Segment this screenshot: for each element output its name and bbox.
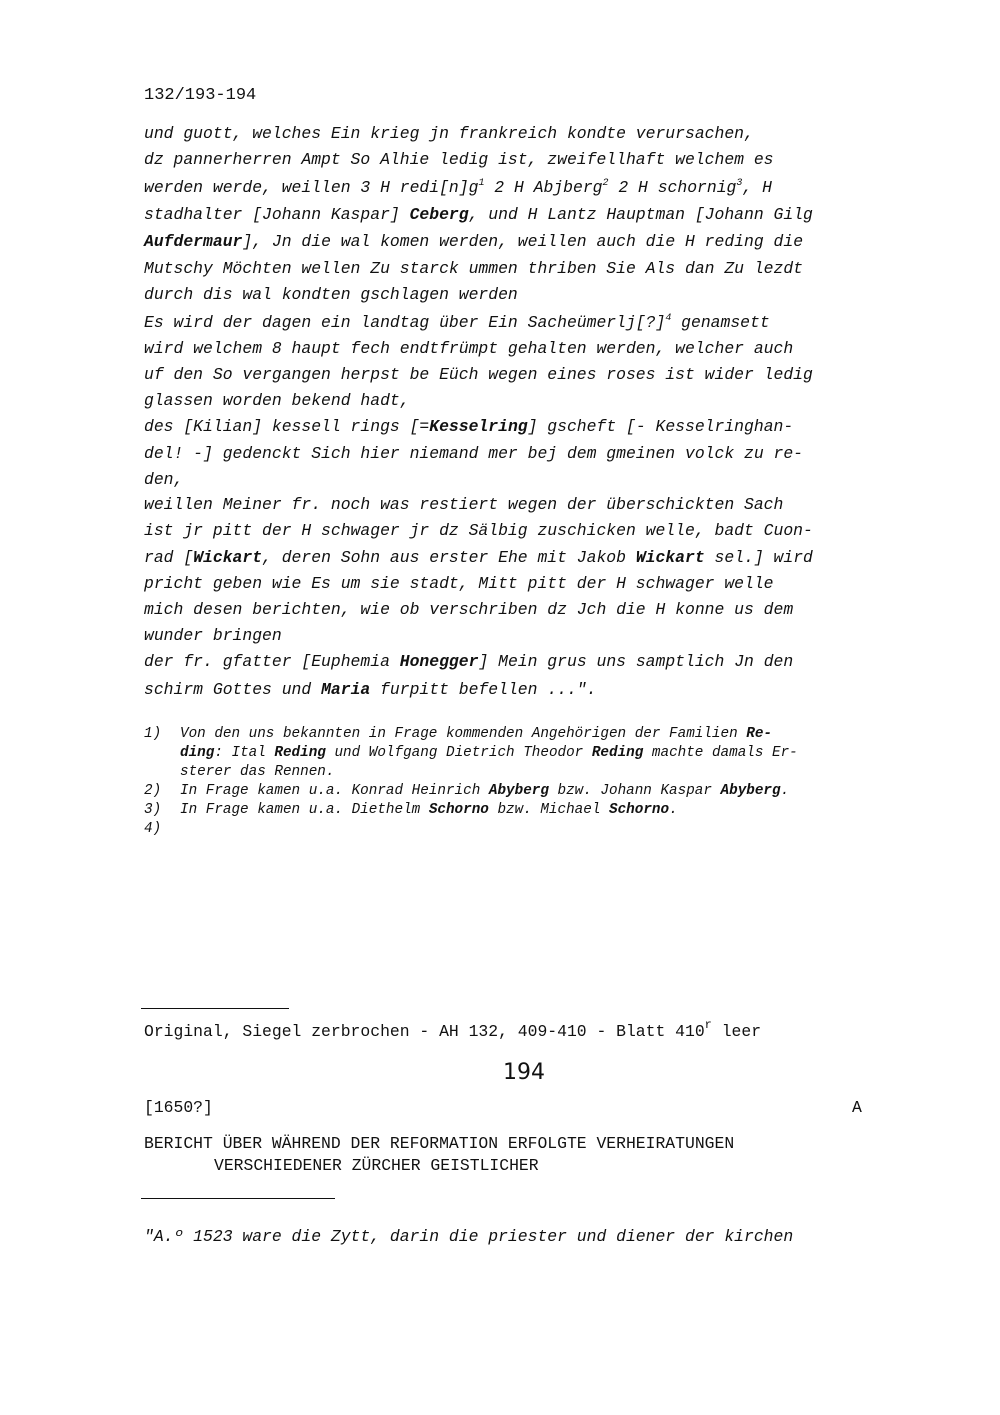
letter-line: weillen Meiner fr. noch was restiert wegen der überschickten Sach (144, 495, 784, 514)
letter-line: stadhalter [Johann Kaspar] Ceberg, und H Lantz Hauptman [Johann Gilg (144, 205, 813, 224)
footnote: 2) In Frage kamen u.a. Konrad Heinrich Abyberg bzw. Johann Kaspar Abyberg. (144, 783, 790, 799)
letter-line: der fr. gfatter [Euphemia Honegger] Mein grus uns samptlich Jn den (144, 652, 794, 671)
letter-line: rad [Wickart, deren Sohn aus erster Ehe mit Jakob Wickart sel.] wird (144, 548, 813, 567)
person-name: Honegger (399, 652, 479, 671)
letter-line: pricht geben wie Es um sie stadt, Mitt pitt der H schwager welle (144, 574, 774, 593)
document-date: [1650?] (144, 1098, 213, 1117)
footnote: 1) Von den uns bekannten in Frage kommenden Angehörigen der Familien Re- (144, 726, 772, 742)
footnote: sterer das Rennen. (180, 764, 335, 780)
letter-line: glassen worden bekend hadt, (144, 391, 410, 410)
person-name: Wickart (635, 548, 705, 567)
letter-line: wird welchem 8 haupt fech endtfrümpt gehalten werden, welcher auch (144, 339, 794, 358)
letter-line: werden werde, weillen 3 H $redi[n]g^1$ 2 H Abjberg$^2$ 2 H schornig$^3$, H (144, 178, 772, 197)
page-reference: 132/193-194 (144, 86, 257, 105)
title-rule (141, 1198, 335, 1199)
footnote: 3) In Frage kamen u.a. Diethelm Schorno bzw. Michael Schorno. (144, 802, 678, 818)
footnote: 4) (144, 821, 162, 837)
document-number: 194 (503, 1060, 545, 1085)
letter-line: mich desen berichten, wie ob verschriben dz Jch die H konne us dem (144, 600, 794, 619)
letter-line: dz pannerherren Ampt So Alhie ledig ist, zweifellhaft welchem es (144, 150, 774, 169)
footnote: ding: Ital Reding und Wolfgang Dietrich Theodor Reding machte damals Er- (180, 745, 798, 761)
person-name: Wickart (193, 548, 263, 567)
letter-line: durch dis wal kondten gschlagen werden (144, 285, 518, 304)
person-name: Aufdermaur (144, 232, 243, 251)
source-note: Original, Siegel zerbrochen - AH 132, 409-410 - Blatt 410$^r$ leer (144, 1018, 762, 1041)
letter-line: schirm Gottes und Maria furpitt befellen ...". (144, 680, 597, 699)
document-opening-text: "A.º 1523 ware die Zytt, darin die priester und diener der kirchen (144, 1227, 794, 1246)
person-name: Ceberg (409, 205, 469, 224)
document-type: A (852, 1098, 862, 1117)
person-name: Maria (321, 680, 371, 699)
letter-line: del! -] gedenckt Sich hier niemand mer bej dem gmeinen volck zu re- (144, 444, 804, 463)
letter-line: Aufdermaur], Jn die wal komen werden, weillen auch die H reding die (144, 232, 804, 251)
separator-rule (141, 1008, 289, 1009)
letter-line: ist jr pitt der H schwager jr dz Sälbig zuschicken welle, badt Cuon- (144, 521, 813, 540)
letter-line: uf den So vergangen herpst be Eüch wegen eines roses ist wider ledig (144, 365, 813, 384)
letter-line: Mutschy Möchten wellen Zu starck ummen thriben Sie Als dan Zu lezdt (144, 259, 804, 278)
document-title-continued: VERSCHIEDENER ZÜRCHER GEISTLICHER (214, 1156, 539, 1175)
letter-line: des [Kilian] kessell rings [=Kesselring] gscheft [- Kesselringhan- (144, 417, 794, 436)
letter-line: wunder bringen (144, 626, 282, 645)
person-name: Kesselring (429, 417, 528, 436)
letter-line: Es wird der dagen ein landtag über Ein Sacheümerlj[?]$^4$ genamsett (144, 313, 770, 332)
letter-line: den, (144, 470, 184, 489)
document-title: BERICHT ÜBER WÄHREND DER REFORMATION ERFOLGTE VERHEIRATUNGEN (144, 1134, 735, 1153)
letter-line: und guott, welches Ein krieg jn frankreich kondte verursachen, (144, 124, 754, 143)
